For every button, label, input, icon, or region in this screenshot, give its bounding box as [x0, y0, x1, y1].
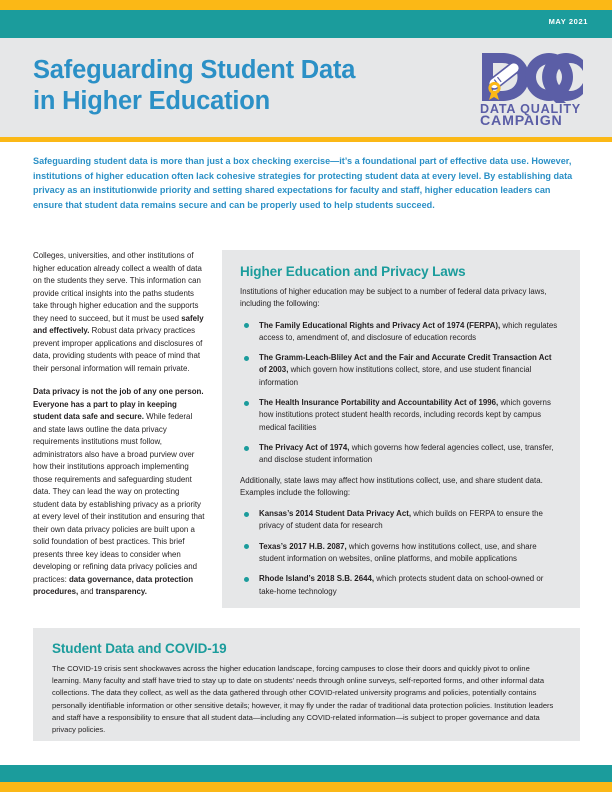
list-item [240, 541, 560, 566]
left-paragraph-2 [33, 386, 205, 599]
law-name: The Family Educational Rights and Privacy Act of 1974 (FERPA), [259, 320, 501, 330]
list-item [240, 573, 560, 598]
left-p2-bold-b: data governance, data protection procedures, [33, 574, 194, 596]
privacy-panel-lead: Institutions of higher education may be subject to a number of federal data privacy laws, including the following: [240, 287, 547, 309]
law-description: which govern how institutions collect, store, and use student financial information [259, 365, 532, 387]
covid-panel [33, 628, 580, 741]
law-description: which governs how federal agencies collect, use, transfer, and disclose student information [259, 442, 554, 465]
list-item [240, 442, 560, 467]
left-p2-text-b: and [78, 587, 96, 596]
law-name: Texas’s 2017 H.B. 2087, [259, 541, 347, 551]
federal-laws-list [240, 320, 560, 467]
law-name: The Health Insurance Portability and Accountability Act of 1996, [259, 398, 499, 408]
law-name: Kansas’s 2014 Student Data Privacy Act, [259, 509, 412, 519]
page-title-line2: in Higher Education [33, 87, 271, 115]
logo-line1: DATA QUALITY [480, 102, 582, 116]
bullet-icon [244, 577, 249, 582]
law-description: which governs how institutions collect, use, and share student information on websites, online platforms, and mobile applications [259, 541, 537, 564]
law-description: which regulates access to, amendment of, and disclosure of education records [259, 320, 558, 342]
law-description: which builds on FERPA to ensure the privacy of student data for research [259, 509, 543, 531]
list-item [240, 397, 560, 434]
privacy-laws-panel [222, 250, 580, 608]
law-description: which governs how institutions protect student health records, including records kept by campus medical facilities [259, 398, 551, 432]
left-p1-text-a: Colleges, universities, and other institutions of higher education already collect a wealth of data on the students they serve. This information can provide critical insights into the paths students take through higher education and the supports they need to succeed, but it must be used [33, 251, 202, 323]
privacy-panel-title: Higher Education and Privacy Laws [240, 264, 466, 279]
page-title-line1: Safeguarding Student Data [33, 56, 356, 84]
covid-panel-title: Student Data and COVID-19 [52, 641, 227, 656]
bottom-yellow-band [0, 782, 612, 792]
top-teal-band [0, 10, 612, 38]
header-yellow-rule [0, 137, 612, 142]
list-item [240, 508, 560, 533]
law-description: which protects student data on school-owned or take-home technology [259, 574, 544, 596]
left-p2-bold-c: transparency. [95, 587, 147, 596]
publication-date: MAY 2021 [548, 17, 588, 26]
list-item [240, 320, 560, 345]
covid-panel-body: The COVID-19 crisis sent shockwaves across the higher education landscape, forcing campuses to close their doors and quickly pivot to online learning. Many faculty and staff have tried to stay up to date on students’ needs through online surveys, self-reported forms, and other informal data collections. The data they collect, as well as the data gathered through other COVID-related university programs and policies, potentially contains personally identifiable information or other sensitive details; however, it may fly under the radar of traditional data protection policies. Institution leaders and staff have a responsibility to ensure that all student data—including any COVID-related information—is subject to proper governance and data privacy policies. [52, 664, 554, 735]
list-item [240, 352, 560, 389]
intro-paragraph: Safeguarding student data is more than just a box checking exercise—it’s a foundational part of effective data use. However, institutions of higher education often lack cohesive strategies for protecting student data at every level. By establishing data privacy as an institutionwide priority and setting shared expectations for faculty and staff, higher education leaders can ensure that student data remains secure and can be properly used to help students succeed. [33, 156, 573, 210]
state-laws-list [240, 508, 560, 598]
left-column-body [33, 250, 205, 610]
law-name: Rhode Island’s 2018 S.B. 2644, [259, 574, 375, 584]
left-p1-bold-a: safely and effectively. [33, 313, 204, 335]
law-name: The Privacy Act of 1974, [259, 442, 350, 452]
bullet-icon [244, 544, 249, 549]
left-p2-bold-a: Data privacy is not the job of any one person. Everyone has a part to play in keeping student data safe and secure. [33, 387, 204, 421]
top-yellow-band [0, 0, 612, 10]
bullet-icon [244, 323, 249, 328]
logo-line2: CAMPAIGN [480, 113, 563, 126]
state-laws-lead: Additionally, state laws may affect how institutions collect, use, and share student data. Examples include the following: [240, 475, 543, 497]
bullet-icon [244, 446, 249, 451]
left-p1-text-b: Robust data privacy practices prevent improper applications and disclosures of data, providing students with peace of mind that their personal information will remain private. [33, 326, 203, 373]
bottom-teal-band [0, 765, 612, 782]
bullet-icon [244, 401, 249, 406]
bullet-icon [244, 512, 249, 517]
law-name: The Gramm-Leach-Bliley Act and the Fair and Accurate Credit Transaction Act of 2003, [259, 353, 552, 375]
bullet-icon [244, 356, 249, 361]
left-p2-text-a: While federal and state laws outline the data privacy requirements institutions must follow, administrators also have a broad purview over how their institutions approach implementing those requirements and safeguarding student data. They can lead the way on protecting student data by establishing privacy as a priority at every level of their institution and ensuring that their own data privacy policies are built upon a solid foundation of best practices. This brief presents three key ideas to consider when developing or refining data privacy policies and practices: [33, 412, 205, 584]
left-paragraph-1 [33, 250, 205, 375]
page-title [33, 55, 453, 117]
dqc-logo [480, 51, 585, 126]
dqc-logo-graphic [480, 51, 585, 126]
